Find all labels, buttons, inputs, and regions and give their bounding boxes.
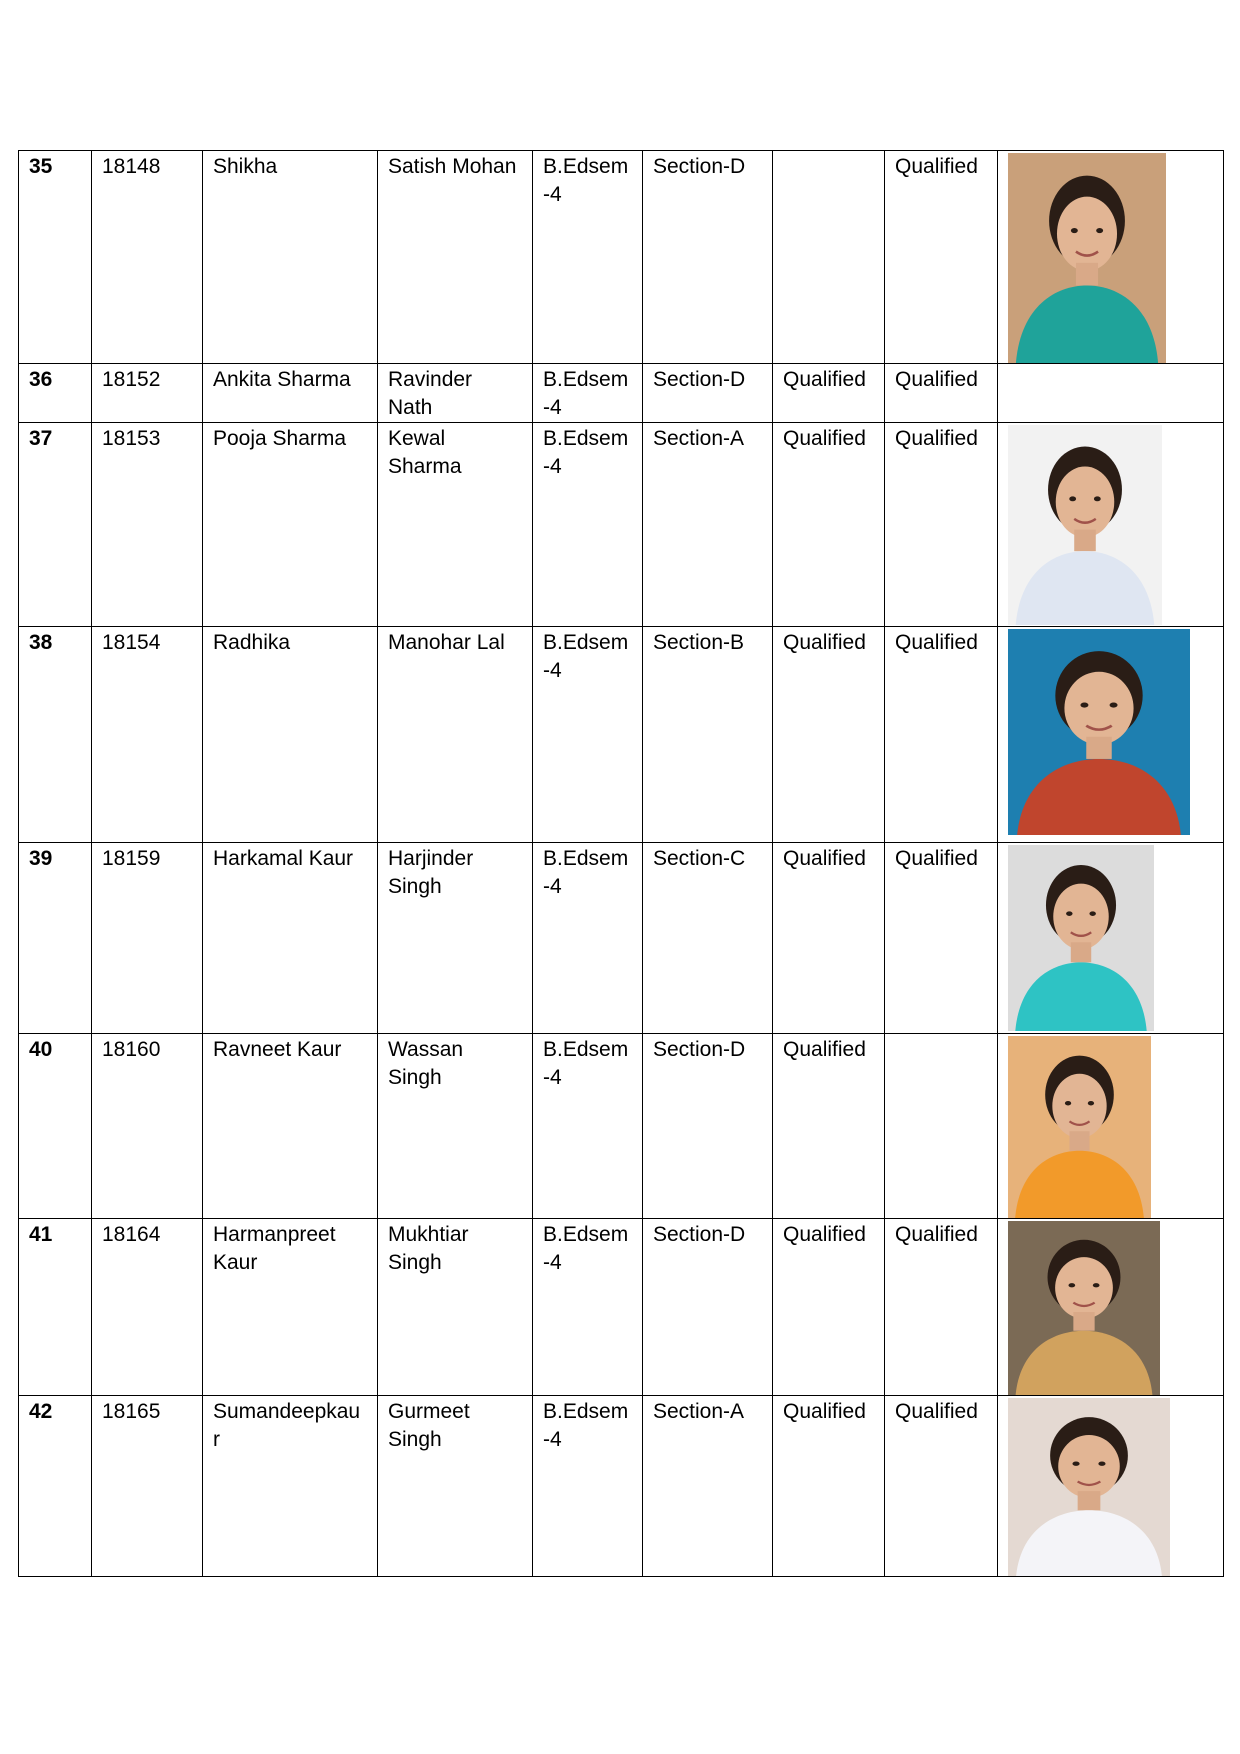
father-name-cell [378, 1219, 533, 1396]
student-name: Harkamal Kaur [213, 847, 354, 870]
student-name-cell [203, 1396, 378, 1577]
portrait-icon [1008, 629, 1190, 835]
roll-number-cell [92, 1396, 203, 1577]
student-photo [1008, 1221, 1160, 1395]
course-cell [533, 423, 643, 627]
status-1: Qualified [783, 1223, 866, 1246]
course-cell [533, 364, 643, 423]
table-row [19, 843, 1224, 1034]
student-photo [1008, 845, 1154, 1031]
status-1-cell [773, 1219, 885, 1396]
serial-number-cell [19, 843, 92, 1034]
course: B.Edsem-4 [543, 427, 629, 478]
roll-number: 18154 [102, 631, 161, 654]
status-2-cell [885, 1034, 998, 1219]
table-row [19, 364, 1224, 423]
serial-number: 37 [29, 427, 53, 450]
section: Section-D [653, 368, 746, 391]
course-cell [533, 1034, 643, 1219]
section: Section-D [653, 1038, 746, 1061]
portrait-icon [1008, 425, 1162, 625]
student-name: Ankita Sharma [213, 368, 351, 391]
section-cell [643, 423, 773, 627]
father-name: Kewal Sharma [388, 427, 462, 478]
student-name: Radhika [213, 631, 291, 654]
status-2-cell [885, 1219, 998, 1396]
course: B.Edsem-4 [543, 368, 629, 419]
student-name-cell [203, 843, 378, 1034]
roll-number-cell [92, 151, 203, 364]
section: Section-C [653, 847, 746, 870]
serial-number-cell [19, 1034, 92, 1219]
course-cell [533, 1219, 643, 1396]
roll-number-cell [92, 1034, 203, 1219]
course: B.Edsem-4 [543, 1223, 629, 1274]
section: Section-A [653, 427, 745, 450]
photo-cell [998, 1034, 1224, 1219]
student-name-cell [203, 1034, 378, 1219]
portrait-icon [1008, 1036, 1151, 1218]
roll-number-cell [92, 423, 203, 627]
status-1: Qualified [783, 631, 866, 654]
student-photo [1008, 425, 1162, 625]
father-name-cell [378, 843, 533, 1034]
table-row [19, 423, 1224, 627]
father-name: Mukhtiar Singh [388, 1223, 469, 1274]
serial-number-cell [19, 364, 92, 423]
father-name: Ravinder Nath [388, 368, 473, 419]
student-name-cell [203, 627, 378, 843]
status-1-cell [773, 151, 885, 364]
course: B.Edsem-4 [543, 847, 629, 898]
serial-number-cell [19, 1219, 92, 1396]
father-name: Gurmeet Singh [388, 1400, 470, 1451]
roll-number: 18153 [102, 427, 161, 450]
serial-number-cell [19, 1396, 92, 1577]
section-cell [643, 843, 773, 1034]
section-cell [643, 1034, 773, 1219]
table-row [19, 151, 1224, 364]
portrait-icon [1008, 845, 1154, 1031]
status-2-cell [885, 1396, 998, 1577]
status-2: Qualified [895, 368, 978, 391]
table-row [19, 1219, 1224, 1396]
photo-cell [998, 1219, 1224, 1396]
serial-number: 35 [29, 155, 53, 178]
section-cell [643, 151, 773, 364]
status-2: Qualified [895, 631, 978, 654]
father-name: Manohar Lal [388, 631, 505, 654]
roll-number: 18160 [102, 1038, 161, 1061]
results-table-body [19, 151, 1224, 1577]
table-row [19, 1034, 1224, 1219]
status-1: Qualified [783, 1038, 866, 1061]
status-2: Qualified [895, 427, 978, 450]
status-2: Qualified [895, 155, 978, 178]
photo-cell [998, 364, 1224, 423]
status-1-cell [773, 843, 885, 1034]
photo-cell [998, 843, 1224, 1034]
student-name: Shikha [213, 155, 278, 178]
roll-number-cell [92, 627, 203, 843]
portrait-icon [1008, 153, 1166, 363]
photo-cell [998, 1396, 1224, 1577]
student-photo [1008, 153, 1166, 363]
status-2-cell [885, 423, 998, 627]
status-1: Qualified [783, 368, 866, 391]
table-row [19, 627, 1224, 843]
father-name: Wassan Singh [388, 1038, 464, 1089]
student-name-cell [203, 151, 378, 364]
status-2-cell [885, 843, 998, 1034]
portrait-icon [1008, 1398, 1170, 1576]
photo-cell [998, 151, 1224, 364]
section-cell [643, 1219, 773, 1396]
father-name-cell [378, 151, 533, 364]
status-1-cell [773, 1396, 885, 1577]
father-name-cell [378, 364, 533, 423]
section-cell [643, 1396, 773, 1577]
section-cell [643, 627, 773, 843]
student-name: Sumandeepkaur [213, 1400, 361, 1451]
serial-number: 42 [29, 1400, 53, 1423]
course-cell [533, 1396, 643, 1577]
student-photo [1008, 1398, 1170, 1576]
serial-number-cell [19, 151, 92, 364]
serial-number: 36 [29, 368, 53, 391]
student-name: Harmanpreet Kaur [213, 1223, 336, 1274]
serial-number-cell [19, 423, 92, 627]
status-2: Qualified [895, 847, 978, 870]
roll-number: 18165 [102, 1400, 161, 1423]
status-2-cell [885, 627, 998, 843]
status-1: Qualified [783, 847, 866, 870]
course: B.Edsem-4 [543, 1038, 629, 1089]
photo-cell [998, 423, 1224, 627]
student-name: Ravneet Kaur [213, 1038, 342, 1061]
photo-cell [998, 627, 1224, 843]
father-name: Harjinder Singh [388, 847, 474, 898]
section: Section-A [653, 1400, 745, 1423]
status-1: Qualified [783, 1400, 866, 1423]
course: B.Edsem-4 [543, 631, 629, 682]
student-name: Pooja Sharma [213, 427, 347, 450]
roll-number: 18164 [102, 1223, 161, 1246]
roll-number-cell [92, 1219, 203, 1396]
father-name-cell [378, 423, 533, 627]
status-2-cell [885, 151, 998, 364]
father-name-cell [378, 1034, 533, 1219]
serial-number-cell [19, 627, 92, 843]
course: B.Edsem-4 [543, 1400, 629, 1451]
serial-number: 40 [29, 1038, 53, 1061]
roll-number: 18152 [102, 368, 161, 391]
student-name-cell [203, 1219, 378, 1396]
student-photo [1008, 1036, 1151, 1218]
serial-number: 41 [29, 1223, 53, 1246]
serial-number: 39 [29, 847, 53, 870]
status-1-cell [773, 1034, 885, 1219]
section: Section-D [653, 155, 746, 178]
status-2: Qualified [895, 1400, 978, 1423]
status-1-cell [773, 627, 885, 843]
course: B.Edsem-4 [543, 155, 629, 206]
student-photo [1008, 629, 1190, 835]
roll-number: 18148 [102, 155, 161, 178]
roll-number-cell [92, 843, 203, 1034]
section-cell [643, 364, 773, 423]
father-name-cell [378, 1396, 533, 1577]
status-2-cell [885, 364, 998, 423]
course-cell [533, 843, 643, 1034]
roll-number: 18159 [102, 847, 161, 870]
roll-number-cell [92, 364, 203, 423]
status-2: Qualified [895, 1223, 978, 1246]
status-1-cell [773, 364, 885, 423]
section: Section-D [653, 1223, 746, 1246]
course-cell [533, 151, 643, 364]
father-name: Satish Mohan [388, 155, 517, 178]
father-name-cell [378, 627, 533, 843]
section: Section-B [653, 631, 745, 654]
results-table [18, 150, 1224, 1577]
table-row [19, 1396, 1224, 1577]
status-1: Qualified [783, 427, 866, 450]
status-1-cell [773, 423, 885, 627]
portrait-icon [1008, 1221, 1160, 1395]
student-name-cell [203, 423, 378, 627]
serial-number: 38 [29, 631, 53, 654]
course-cell [533, 627, 643, 843]
student-name-cell [203, 364, 378, 423]
